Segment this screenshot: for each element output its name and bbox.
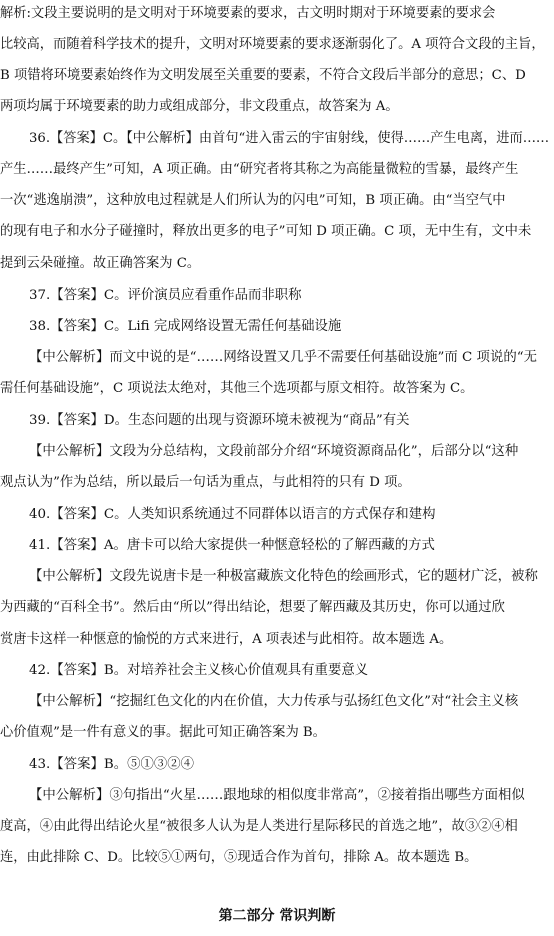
text-line: 提到云朵碰撞。故正确答案为 C。 (0, 256, 201, 271)
text-line: 两项均属于环境要素的助力或组成部分，非文段重点，故答案为 A。 (0, 99, 399, 114)
text-line: 比较高，而随着科学技术的提升，文明对环境要素的要求逐渐弱化了。A 项符合文段的主旨， (0, 37, 545, 52)
text-line: 连，由此排除 C、D。比较⑤①两句，⑤现适合作为首句，排除 A。故本题选 B。 (0, 850, 478, 865)
text-line: 赏唐卡这样一种惬意的愉悦的方式来进行，A 项表述与此相符。故本题选 A。 (0, 632, 453, 647)
text-line: 解析:文段主要说明的是文明对于环境要素的要求，古文明时期对于环境要素的要求会 (0, 6, 496, 21)
section-heading: 第二部分 常识判断 (218, 908, 336, 924)
text-line: 心价值观”是一件有意义的事。据此可知正确答案为 B。 (0, 725, 326, 740)
text-line: 产生……最终产生”可知，A 项正确。由“研究者将其称之为高能量微粒的雪暴，最终产生 (0, 162, 519, 177)
text-line: 一次“逃逸崩溃”，这种放电过程就是人们所认为的闪电”可知，B 项正确。由“当空气中 (0, 193, 506, 208)
text-line: 观点认为”作为总结，所以最后一句话为重点，与此相符的只有 D 项。 (0, 475, 411, 490)
analysis-41: 【中公解析】文段先说唐卡是一种极富藏族文化特色的绘画形式，它的题材广泛，被称 (29, 569, 538, 584)
analysis-43: 【中公解析】③句指出“火星……跟地球的相似度非常高”，②接着指出哪些方面相似 (29, 788, 525, 803)
text-line: 为西藏的“百科全书”。然后由“所以”得出结论，想要了解西藏及其历史，你可以通过欣 (0, 600, 505, 615)
answer-43: 43.【答案】B。⑤①③②④ (29, 757, 195, 772)
text-line: 度高，④由此得出结论火星“被很多人认为是人类进行星际移民的首选之地”，故③②④相 (0, 819, 518, 834)
text-line: B 项错将环境要素始终作为文明发展至关重要的要素，不符合文段后半部分的意思；C、D (0, 68, 526, 83)
analysis-42: 【中公解析】“挖掘红色文化的内在价值，大力传承与弘扬红色文化”对“社会主义核 (29, 694, 519, 709)
answer-37: 37.【答案】C。评价演员应看重作品而非职称 (29, 288, 302, 303)
analysis-38: 【中公解析】而文中说的是“……网络设置又几乎不需要任何基础设施”而 C 项说的“无 (29, 350, 537, 365)
answer-40: 40.【答案】C。人类知识系统通过不同群体以语言的方式保存和建构 (29, 507, 436, 522)
text-line: 需任何基础设施”，C 项说法太绝对，其他三个选项都与原文相符。故答案为 C。 (0, 381, 474, 396)
text-line: 的现有电子和水分子碰撞时，释放出更多的电子”可知 D 项正确。C 项，无中生有，文中未 (0, 224, 532, 239)
answer-38: 38.【答案】C。Lifi 完成网络设置无需任何基础设施 (29, 319, 342, 334)
answer-42: 42.【答案】B。对培养社会主义核心价值观具有重要意义 (29, 663, 369, 678)
answer-36: 36.【答案】C。【中公解析】由首句“进入雷云的宇宙射线，使得……产生电离，进而…… (29, 131, 550, 146)
answer-39: 39.【答案】D。生态问题的出现与资源环境未被视为“商品”有关 (29, 413, 410, 428)
analysis-39: 【中公解析】文段为分总结构，文段前部分介绍“环境资源商品化”，后部分以“这种 (29, 444, 519, 459)
answer-41: 41.【答案】A。唐卡可以给大家提供一种惬意轻松的了解西藏的方式 (29, 538, 435, 553)
